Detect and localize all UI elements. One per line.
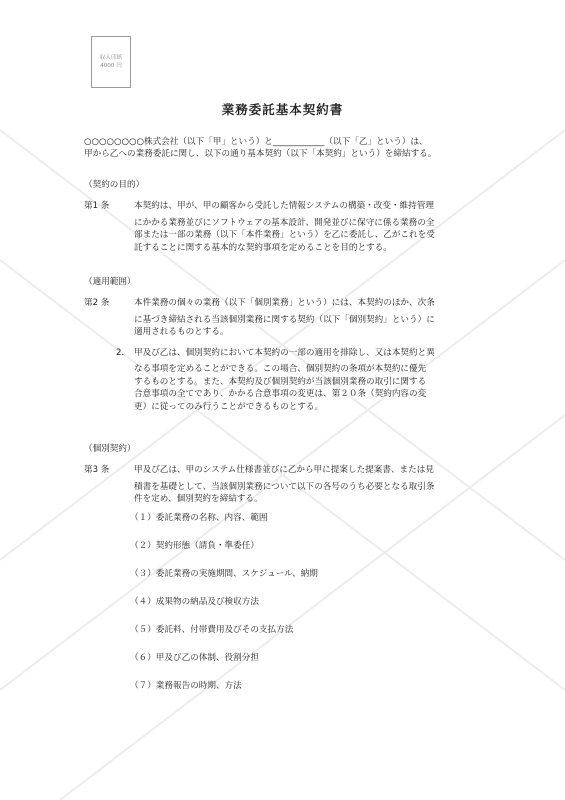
preamble (84, 136, 496, 161)
stamp-label: 収入印紙 (99, 54, 123, 61)
article-3 (84, 464, 504, 505)
paragraph-line: 甲及び乙は、個別契約において本契約の一部の適用を排除し、又は本契約と異 (134, 347, 435, 358)
list-item: （３）委託業務の実施期間、スケジュール、納期 (130, 568, 318, 579)
section-heading: （契約の目的） (84, 180, 145, 190)
paragraph-body (134, 347, 504, 413)
stamp-amount: 4000 円 (100, 63, 122, 69)
article-line: 甲及び乙は、甲のシステム仕様書並びに乙から甲に提案した提案書、または見 (134, 465, 434, 476)
article-number: 第1 条 (84, 201, 110, 212)
list-item: （５）委託料、付帯費用及びその支払方法 (130, 624, 294, 635)
section-heading: （適用範囲） (84, 277, 136, 287)
article-2-paragraph-2 (112, 347, 504, 413)
list-item: （６）甲及び乙の体制、役割分担 (130, 652, 259, 663)
section-heading: （個別契約） (84, 444, 136, 454)
paragraph-line: 合意事項の全てであり、かかる合意事項の変更は、第２０条（契約内容の変 (134, 389, 427, 400)
condition-list (130, 512, 504, 708)
paragraph-line: なる事項を定めることができる。この場合、個別契約の条項が本契約に優先 (134, 364, 427, 375)
revenue-stamp-box (91, 36, 131, 88)
article-body (134, 200, 504, 254)
article-line: 本契約は、甲が、甲の顧客から受託した情報システムの構築・改变・維持管理 (134, 201, 434, 212)
section-contract-purpose (84, 179, 504, 254)
article-1 (84, 200, 504, 254)
article-body (134, 464, 504, 505)
article-number: 第2 条 (84, 298, 110, 309)
article-number: 第3 条 (84, 465, 110, 476)
list-item: （２）契約形態（請負・準委任） (130, 540, 259, 551)
preamble-line: 甲から乙への業務委託に関し、以下の通り基本契約（以下「本契約」という）を締結する。 (84, 149, 437, 160)
section-scope (84, 276, 504, 413)
article-body (134, 297, 504, 338)
list-item: （１）委託業務の名称、内容、範囲 (130, 512, 268, 523)
article-line: 適用されるものとする。 (134, 327, 229, 338)
article-line: に基づき締結される当該個別業務に関する契約（以下「個別契約」という）に (134, 314, 435, 325)
article-2 (84, 297, 504, 338)
paragraph-number: 2． (116, 347, 131, 358)
article-line: 託することに関する基本的な契約事項を定めることを目的とする。 (134, 242, 392, 253)
document-title: 業務委託基本契約書 (221, 102, 344, 117)
preamble-line: ○○○○○○○○株式会社（以下「甲」という）と____________（以下「乙」という）は、 (84, 137, 428, 147)
paragraph-line: するものとする。また、本契約及び個別契約が当該個別業務の取引に関する (134, 376, 427, 387)
article-line: にかかる業務並びにソフトウェアの基本設計、開発並びに保守に係る業務の全 (134, 217, 435, 228)
paragraph-line: 更）に従ってのみ行うことができるものとする。 (134, 401, 324, 412)
section-individual-contract (84, 443, 504, 708)
article-line: 積書を基礎として、当該個別業務について以下の各号のうち必要となる取引条 (134, 481, 435, 492)
article-line: 件を定め、個別契約を締結する。 (134, 494, 263, 505)
list-item: （４）成果物の納品及び検収方法 (130, 596, 259, 607)
list-item: （７）業務報告の時期、方法 (130, 680, 242, 691)
article-line: 本件業務の個々の業務（以下「個別業務」という）には、本契約のほか、次条 (134, 298, 435, 309)
article-line: 部または一部の業務（以下「本件業務」という）を乙に委託し、乙がこれを受 (134, 230, 435, 241)
